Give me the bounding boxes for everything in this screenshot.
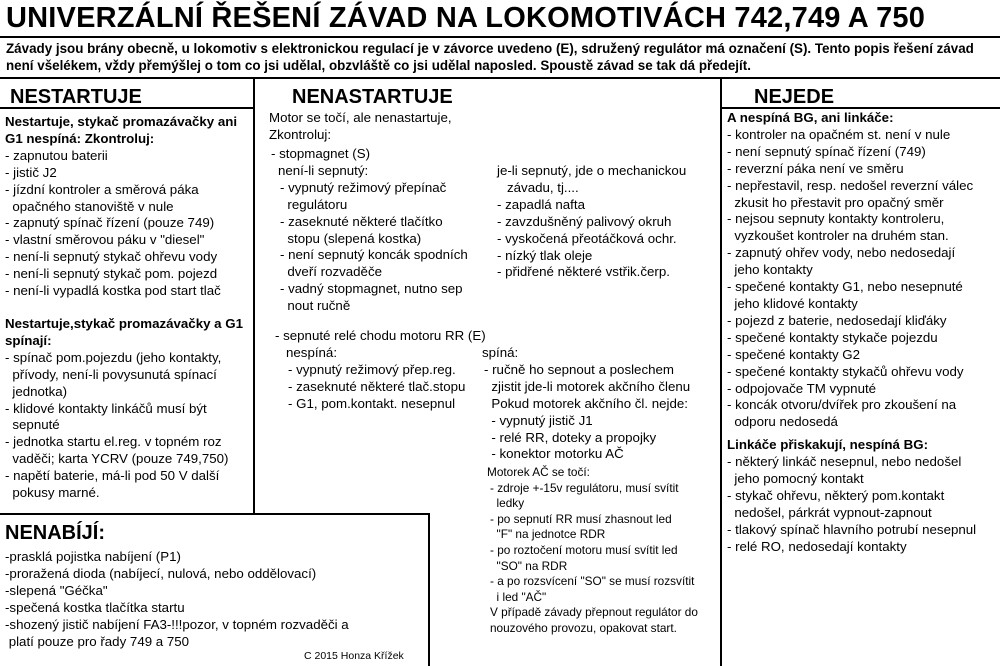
list-item: - nepřestavil, resp. nedošel reverzní válec — [727, 177, 974, 193]
list-item: jednotka) — [5, 383, 68, 399]
col-divider-right — [720, 79, 722, 666]
list-item: - napětí baterie, má-li pod 50 V další — [5, 468, 220, 484]
list-item: -slepená "Géčka" — [5, 582, 108, 598]
list-item: Pokud motorek akčního čl. nejde: — [484, 395, 688, 411]
list-item: dveří rozvaděče — [280, 264, 382, 280]
list-item: - vyskočená přeotáčková ochr. — [497, 230, 677, 246]
list-item: - není-li vypadlá kostka pod start tlač — [5, 283, 221, 299]
list-item: - není-li sepnutý stykač pom. pojezd — [5, 266, 218, 282]
not-on-label: není-li sepnutý: — [278, 162, 369, 178]
list-item: - není sepnutý koncák spodních — [280, 247, 468, 263]
list-item: jeho kontakty — [727, 262, 813, 278]
list-item: - není sepnutý spínač řízení (749) — [727, 143, 926, 159]
list-item: - přidřené některé vstřik.čerp. — [497, 264, 670, 280]
list-item: - není-li sepnutý stykač ohřevu vody — [5, 249, 218, 265]
nenastartuje-heading: NENASTARTUJE — [292, 86, 453, 108]
nestartuje-list-1 — [5, 148, 250, 300]
list-item: - spečené kontakty stykače pojezdu — [727, 329, 938, 345]
list-item: - zapnutý ohřev vody, nebo nedosedají — [727, 245, 956, 261]
list-item: - stykač ohřevu, některý pom.kontakt — [727, 487, 945, 503]
list-item: "F" na jednotce RDR — [490, 527, 606, 542]
nenabiji-list — [5, 549, 425, 650]
nenastartuje-subheading: Motor se točí, ale nenastartuje, Zkontroluj: — [269, 110, 452, 142]
list-item: pokusy marné. — [5, 485, 100, 501]
list-item: - zapnutý spínač řízení (pouze 749) — [5, 215, 215, 231]
list-item: - a po rozsvícení "SO" se musí rozsvítit — [490, 574, 695, 589]
list-item: -spečená kostka tlačítka startu — [5, 599, 185, 615]
list-item: opačného stanoviště v nule — [5, 198, 174, 214]
list-item: - nejsou sepnuty kontakty kontroleru, — [727, 211, 945, 227]
list-item: jeho klidové kontakty — [727, 295, 858, 311]
list-item: - zaseknuté některé tlačítko — [280, 213, 443, 229]
list-item: vaděči; karta YCRV (pouze 749,750) — [5, 451, 229, 467]
list-item: - tlakový spínač hlavního potrubí nesepnul — [727, 521, 977, 537]
list-item: - jistič J2 — [5, 164, 57, 180]
list-item: - spínač pom.pojezdu (jeho kontakty, — [5, 349, 222, 365]
list-item: platí pouze pro řady 749 a 750 — [5, 633, 190, 649]
list-item: nout ručně — [280, 298, 351, 314]
list-item: - zaseknuté některé tlač.stopu — [288, 378, 466, 394]
nestartuje-subheading-2: Nestartuje,stykač promazávačky a G1 spínají: — [5, 315, 244, 348]
nespina-list — [286, 362, 486, 413]
list-item: - některý linkáč nesepnul, nebo nedošel — [727, 454, 962, 470]
list-item: - spečené kontakty stykačů ohřevu vody — [727, 363, 964, 379]
motor-list — [487, 481, 719, 637]
list-item: "SO" na RDR — [490, 558, 568, 573]
list-item: - jízdní kontroler a směrová páka — [5, 181, 199, 197]
list-item: - vypnutý jistič J1 — [484, 412, 593, 428]
list-item: - kontroler na opačném st. není v nule — [727, 126, 951, 142]
list-item: -prasklá pojistka nabíjení (P1) — [5, 549, 181, 564]
copyright: C 2015 Honza Křížek — [304, 650, 404, 662]
list-item: - vadný stopmagnet, nutno sep — [280, 281, 463, 297]
list-item: - vypnutý režimový přep.reg. — [288, 361, 456, 377]
list-item: - relé RR, doteky a propojky — [484, 429, 657, 445]
list-item: - po roztočení motoru musí svítit led — [490, 542, 678, 557]
mechanical-head: je-li sepnutý, jde o mechanickou — [497, 163, 687, 178]
list-item: ledky — [490, 496, 525, 511]
list-item: - pojezd z baterie, nedosedají kliďáky — [727, 312, 947, 328]
list-item: - zapadlá nafta — [497, 196, 585, 212]
list-item: - relé RO, nedosedají kontakty — [727, 538, 907, 554]
list-item: jeho pomocný kontakt — [727, 471, 864, 487]
nenabiji-right-border — [428, 513, 430, 666]
list-item: zjistit jde-li motorek akčního členu — [484, 378, 691, 394]
relay-label: - sepnuté relé chodu motoru RR (E) — [275, 328, 486, 343]
title-divider — [0, 36, 1000, 38]
nenabiji-heading: NENABÍJÍ: — [5, 522, 106, 544]
list-item: - reverzní páka není ve směru — [727, 160, 904, 176]
list-item: - vypnutý režimový přepínač — [280, 179, 447, 195]
list-item: vyzkoušet kontroler na druhém stan. — [727, 228, 949, 244]
list-item: - koncák otvoru/dvířek pro zkoušení na — [727, 397, 957, 413]
list-item: - odpojovače TM vypnuté — [727, 380, 877, 396]
list-item: - nízký tlak oleje — [497, 247, 593, 263]
nestartuje-section — [5, 114, 250, 502]
nejede-subheading-2: Linkáče přiskakují, nespíná BG: — [727, 437, 928, 453]
nespina-label: nespíná: — [286, 345, 338, 360]
list-item: -proražená dioda (nabíjecí, nulová, nebo oddělovací) — [5, 565, 317, 581]
mechanical-block — [497, 163, 719, 281]
list-item: přívody, není-li povysunutá spínací — [5, 366, 217, 382]
spina-label: spíná: — [482, 345, 519, 360]
not-on-list — [271, 180, 501, 315]
list-item: - zapnutou baterii — [5, 147, 108, 163]
nejede-heading: NEJEDE — [754, 86, 835, 108]
mechanical-head-2: závadu, tj.... — [507, 179, 579, 195]
header-divider — [0, 77, 1000, 79]
list-item: - spečené kontakty G2 — [727, 346, 861, 362]
list-item: - G1, pom.kontakt. nesepnul — [288, 395, 456, 411]
stopmagnet-block — [271, 146, 501, 315]
list-item: - po sepnutí RR musí zhasnout led — [490, 511, 672, 526]
page-title: UNIVERZÁLNÍ ŘEŠENÍ ZÁVAD NA LOKOMOTIVÁCH 742,749 A 750 — [6, 2, 926, 34]
motor-block — [487, 465, 719, 637]
list-item: - zavzdušněný palivový okruh — [497, 213, 672, 229]
list-item: i led "AČ" — [490, 589, 547, 604]
list-item: - ručně ho sepnout a poslechem — [484, 361, 674, 377]
nenabiji-section — [5, 549, 425, 650]
nenabiji-top-border — [0, 513, 430, 515]
list-item: - klidové kontakty linkáčů musí být — [5, 400, 207, 416]
mechanical-list — [497, 197, 719, 282]
intro-text: Závady jsou brány obecně, u lokomotiv s elektronickou regulací je v závorce uvedeno (E), sdružený regulátor má označení (S). Tento popis řešení závad není všelékem, vždy přemýšlej o tom co jsi udělal, obzvláště co jsi udělal naposled. Spoustě závad se tak dá předejít. — [6, 41, 974, 73]
nejede-list-2 — [727, 454, 997, 555]
motor-head: Motorek AČ se točí: — [487, 465, 590, 479]
list-item: V případě závady přepnout regulátor do — [490, 605, 698, 620]
list-item: zkusit ho přestavit pro opačný směr — [727, 194, 944, 210]
nestartuje-heading: NESTARTUJE — [10, 86, 142, 108]
list-item: -shozený jistič nabíjení FA3-!!!pozor, v topném rozvaděči a — [5, 616, 349, 632]
list-item: - konektor motorku AČ — [484, 446, 624, 462]
nejede-list-1 — [727, 127, 997, 431]
spina-list — [482, 362, 718, 463]
col-divider-left — [253, 79, 255, 513]
spina-block — [482, 345, 718, 463]
list-item: nouzového provozu, opakovat start. — [490, 620, 677, 635]
list-item: sepnuté — [5, 417, 60, 433]
nejede-subheading-1: A nespíná BG, ani linkáče: — [727, 110, 894, 125]
list-item: - vlastní směrovou páku v "diesel" — [5, 232, 205, 248]
list-item: - spečené kontakty G1, nebo nesepnuté — [727, 279, 963, 295]
list-item: nedošel, párkrát vypnout-zapnout — [727, 504, 932, 520]
list-item: - zdroje +-15v regulátoru, musí svítit — [490, 480, 679, 495]
list-item: stopu (slepená kostka) — [280, 230, 422, 246]
stopmagnet-label: - stopmagnet (S) — [271, 146, 371, 161]
nestartuje-list-2 — [5, 350, 250, 502]
nespina-block — [286, 345, 486, 413]
list-item: regulátoru — [280, 196, 348, 212]
nejede-section — [727, 110, 997, 556]
list-item: odporu nedosedá — [727, 414, 838, 430]
list-item: - jednotka startu el.reg. v topném roz — [5, 434, 222, 450]
nestartuje-subheading-1: Nestartuje, stykač promazávačky ani G1 nespíná: Zkontroluj: — [5, 114, 238, 146]
